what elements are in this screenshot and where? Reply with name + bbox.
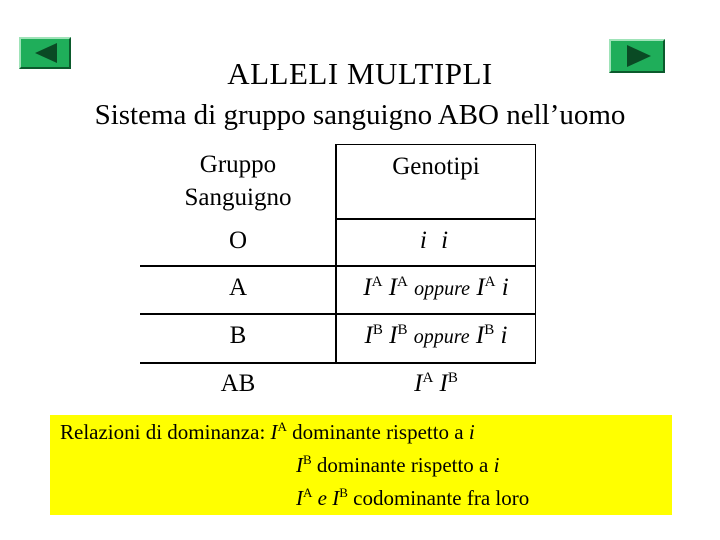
header-group-line2: Sanguigno [184, 184, 292, 211]
group-cell-B: B [229, 322, 247, 349]
group-cell-AB: AB [220, 370, 256, 397]
dominance-line-3: $I^A$ e $I^B$ codominante fra loro [296, 485, 530, 510]
dominance-line-1: Relazioni di dominanza: $I^A$ dominante rispetto a i [60, 419, 475, 444]
genotype-cell-O: i i [419, 227, 453, 254]
dominance-line-2: $I^B$ dominante rispetto a i [296, 452, 500, 477]
group-cell-O: O [228, 227, 248, 254]
header-group-line1: Gruppo [199, 151, 277, 178]
genotype-cell-B: $I^B$ $I^B$ oppure $I^B$ i [364, 322, 508, 349]
dominance-label: Relazioni di dominanza: [60, 420, 266, 444]
group-cell-A: A [228, 274, 248, 301]
page-subtitle: Sistema di gruppo sanguigno ABO nell’uomo [94, 99, 626, 131]
page-title: ALLELI MULTIPLI [227, 56, 493, 91]
header-genotypes: Genotipi [392, 153, 480, 180]
dominance-relations-box [50, 415, 672, 515]
blood-group-table [140, 144, 536, 403]
genotype-cell-A: $I^A$ $I^A$ oppure $I^A$ i [363, 274, 509, 301]
genotype-cell-AB: $I^A$ $I^B$ [414, 370, 458, 397]
